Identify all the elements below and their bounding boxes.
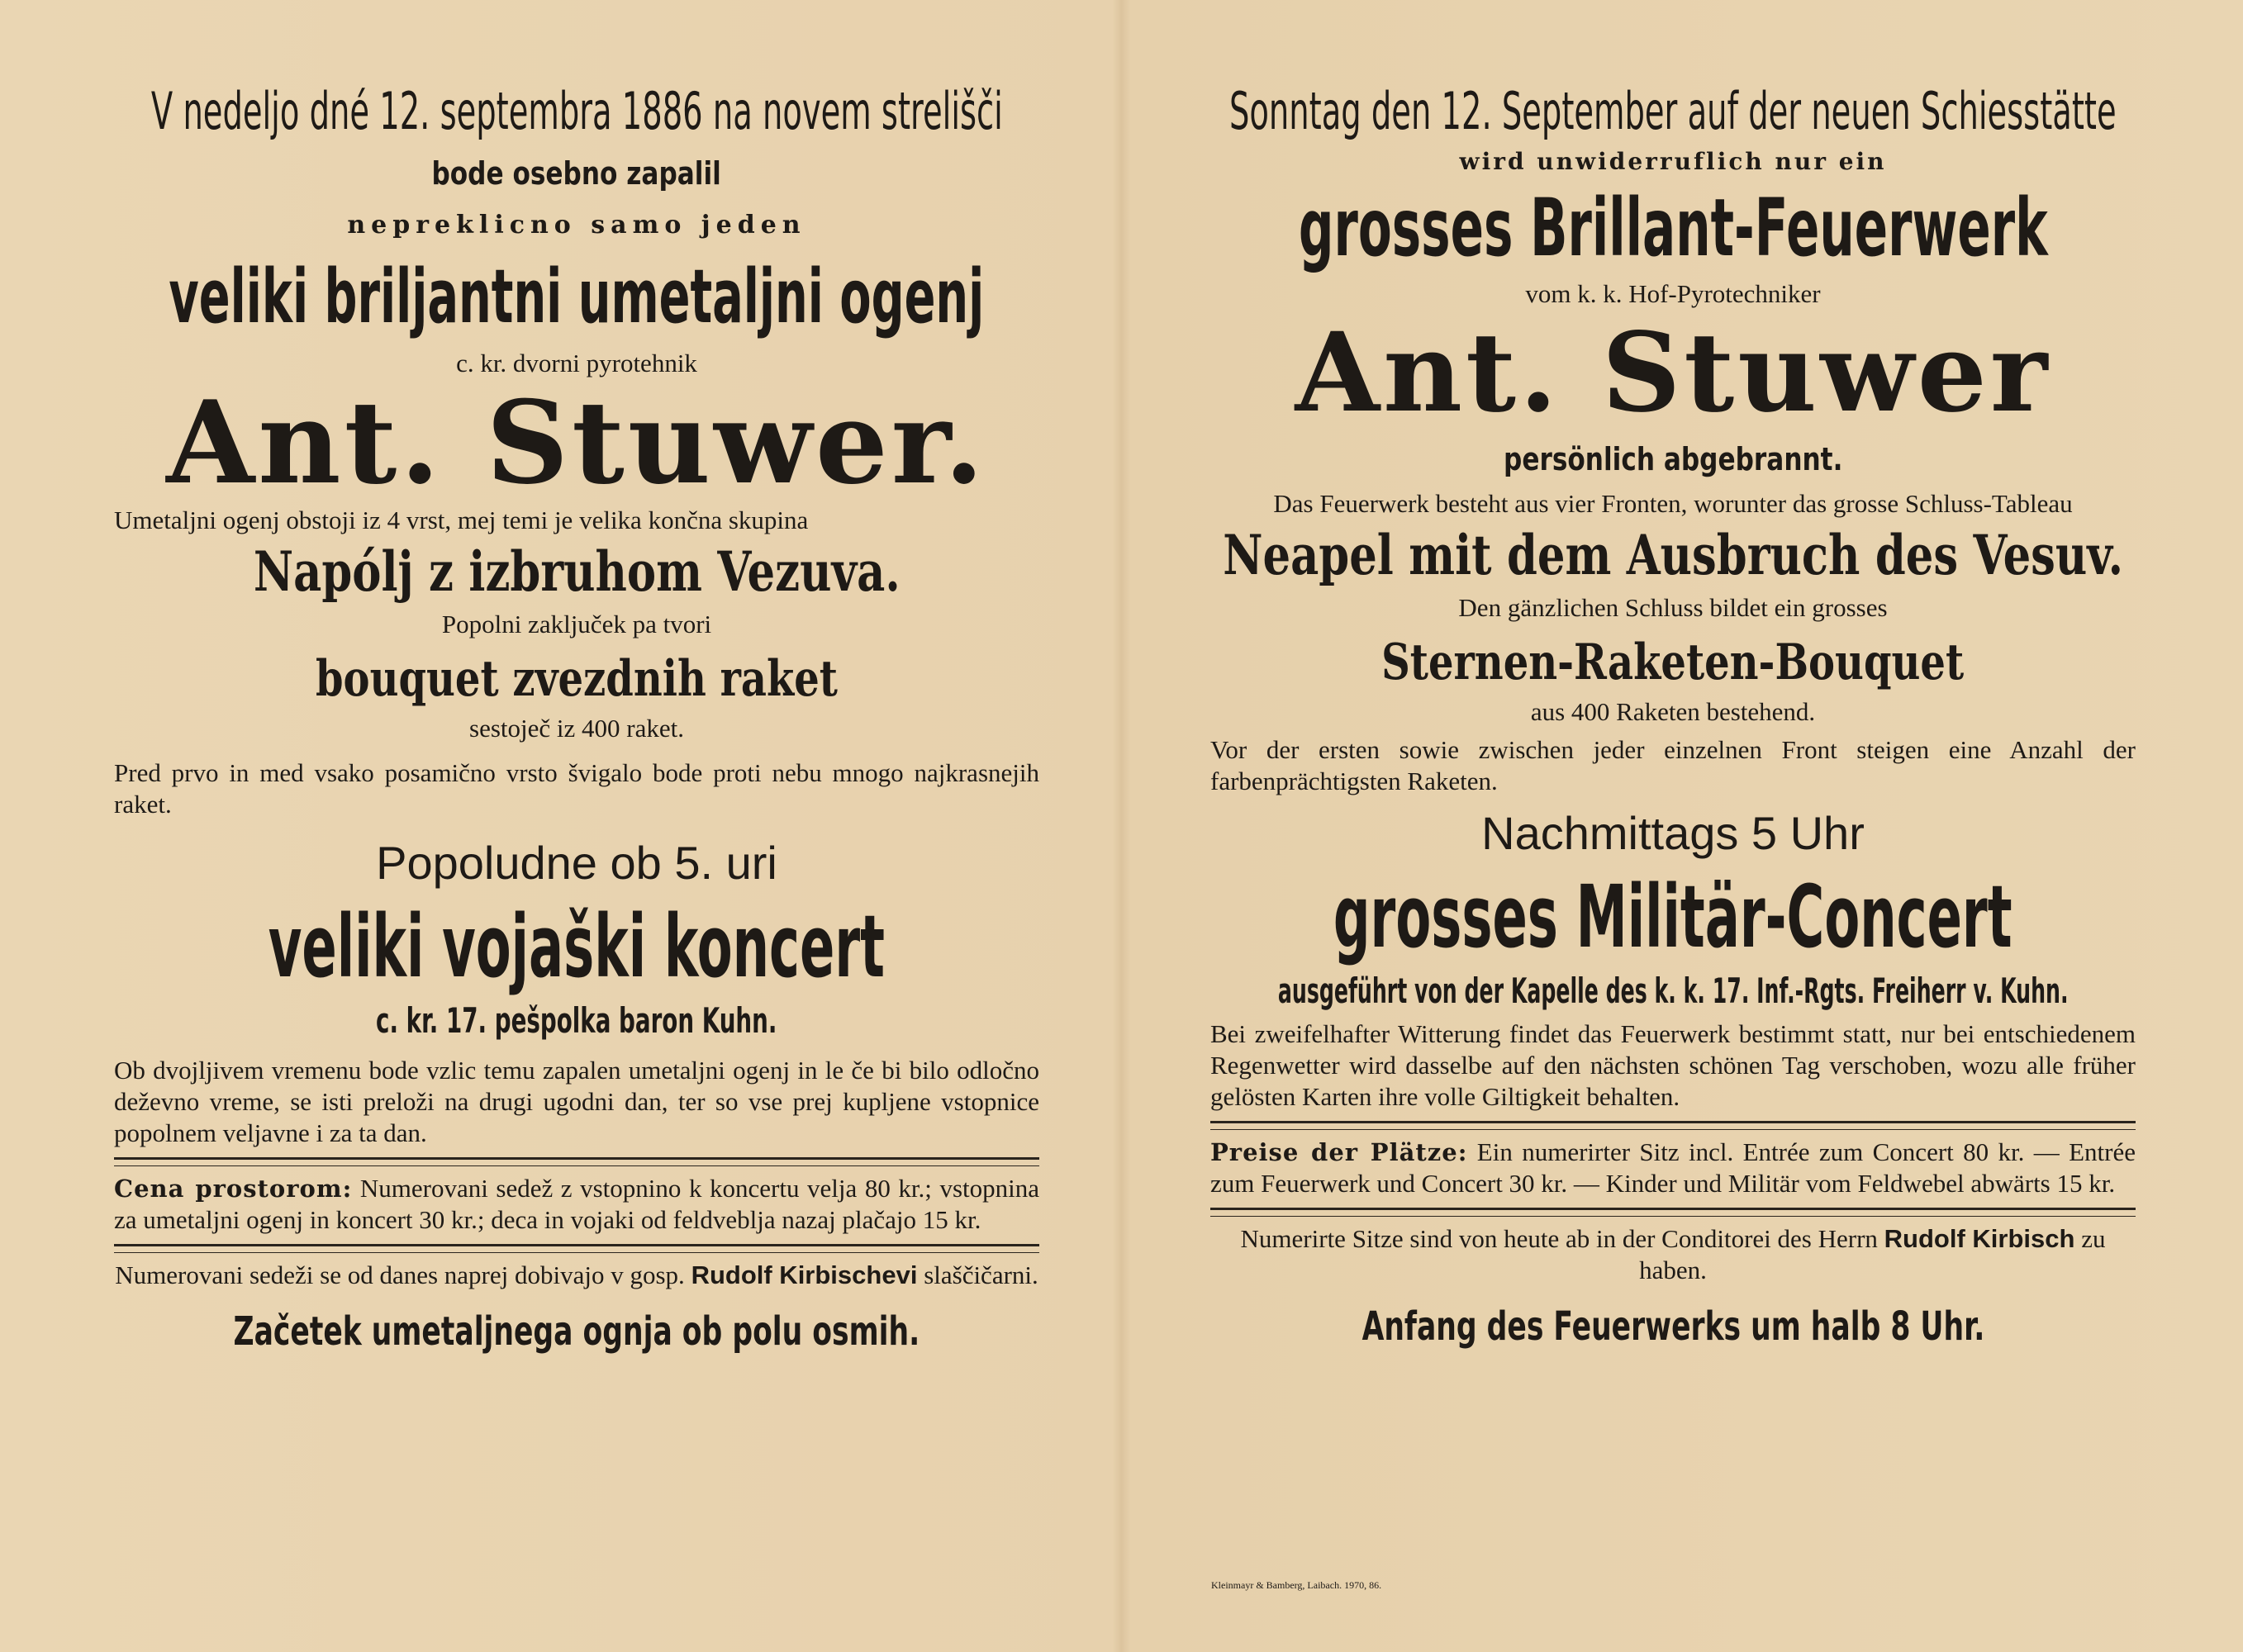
slovene-final-intro: Popolni zaključek pa tvori bbox=[441, 610, 712, 638]
slovene-price-text: Numerovani sedež z vstopnino k koncertu velja 80 kr.; vstopnina za umetaljni ogenj in koncert 30 kr.; deca in vojaki od feldveblja nazaj plačajo 15 kr. bbox=[114, 1174, 1039, 1234]
german-price bbox=[1210, 1137, 2136, 1199]
german-price-label: Preise der Plätze: bbox=[1210, 1138, 1468, 1166]
german-divider-2 bbox=[1210, 1208, 2136, 1217]
slovene-seats bbox=[114, 1260, 1039, 1291]
german-line2: wird unwiderruflich nur ein bbox=[1459, 148, 1887, 175]
german-name: Ant. Stuwer bbox=[1295, 309, 2051, 437]
german-seats-text: Numerirte Sitze sind von heute ab in der Conditorei des Herrn bbox=[1240, 1224, 1878, 1253]
slovene-description: Umetaljni ogenj obstoji iz 4 vrst, mej temi je velika končna skupina bbox=[114, 506, 809, 534]
slovene-seats-name: Rudolf Kirbischevi bbox=[691, 1260, 918, 1289]
slovene-seats-tail: slaščičarni. bbox=[924, 1260, 1038, 1289]
slovene-title: veliki briljantni umetaljni ogenj bbox=[169, 254, 985, 340]
german-final-intro: Den gänzlichen Schluss bildet ein grosses bbox=[1458, 593, 1888, 622]
slovene-line2: bode osebno zapalil bbox=[431, 155, 722, 192]
german-description: Das Feuerwerk besteht aus vier Fronten, worunter das grosse Schluss-Tableau bbox=[1273, 489, 2073, 518]
slovene-price-label: Cena prostorom: bbox=[114, 1175, 353, 1203]
slovene-regiment: c. kr. 17. pešpolka baron Kuhn. bbox=[376, 1000, 777, 1041]
german-finale: Neapel mit dem Ausbruch des Vesuv. bbox=[1223, 523, 2123, 587]
german-bouquet: Sternen-Raketen-Bouquet bbox=[1381, 634, 1965, 691]
german-start-time: Anfang des Feuerwerks um halb 8 Uhr. bbox=[1361, 1303, 1984, 1350]
printer-imprint: Kleinmayr & Bamberg, Laibach. 1970, 86. bbox=[1211, 1579, 1382, 1591]
german-concert: grosses Militär-Concert bbox=[1333, 866, 2013, 967]
german-price-text: Ein numerirter Sitz incl. Entrée zum Concert 80 kr. — Entrée zum Feuerwerk und Concert 30 kr. — Kinder und Militär vom Feldwebel abwärts 15 kr. bbox=[1210, 1137, 2136, 1198]
german-bouquet-sub: aus 400 Raketen bestehend. bbox=[1530, 697, 1816, 726]
slovene-court-title: c. kr. dvorni pyrotehnik bbox=[456, 349, 697, 377]
slovene-line3: nepreklicno samo jeden bbox=[347, 211, 806, 240]
slovene-finale: Napólj z izbruhom Vezuva. bbox=[253, 539, 901, 604]
german-title: grosses Brillant-Feuerwerk bbox=[1298, 182, 2048, 274]
slovene-divider-2 bbox=[114, 1244, 1039, 1253]
german-seats bbox=[1210, 1223, 2136, 1286]
slovene-weather: Ob dvojljivem vremenu bode vzlic temu zapalen umetaljni ogenj in le če bi bilo odločno deževno vreme, se isti preloži na drugi ugodni dan, ter so vse prej kupljene vstopnice popolnem veljavne i za ta dan. bbox=[114, 1056, 1039, 1147]
slovene-name: Ant. Stuwer. bbox=[166, 375, 987, 510]
german-weather: Bei zweifelhafter Witterung findet das Feuerwerk bestimmt statt, nur bei entschiedenem Regenwetter wird dasselbe auf den nächsten schönen Tag verschoben, wozu alle früher gelösten Karten ihre volle Giltigkeit behalten. bbox=[1210, 1019, 2136, 1111]
german-headline: Sonntag den 12. September auf der neuen Schiesstätte bbox=[1229, 81, 2117, 141]
slovene-headline: V nedeljo dné 12. septembra 1886 na novem strelišči bbox=[150, 81, 1003, 141]
slovene-seats-text: Numerovani sedeži se od danes naprej dobivajo v gosp. bbox=[115, 1260, 685, 1289]
slovene-divider-1 bbox=[114, 1157, 1039, 1166]
german-seats-name: Rudolf Kirbisch bbox=[1884, 1224, 2075, 1253]
slovene-afternoon: Popoludne ob 5. uri bbox=[376, 837, 777, 889]
german-divider-1 bbox=[1210, 1121, 2136, 1130]
german-regiment: ausgeführt von der Kapelle des k. k. 17. Inf.-Rgts. Freiherr v. Kuhn. bbox=[1277, 971, 2069, 1011]
slovene-column bbox=[114, 78, 1039, 1360]
german-afternoon: Nachmittags 5 Uhr bbox=[1481, 807, 1865, 859]
slovene-start-time: Začetek umetaljnega ognja ob polu osmih. bbox=[233, 1308, 920, 1355]
slovene-rockets-note: Pred prvo in med vsako posamično vrsto švigalo bode proti nebu mnogo najkrasnejih raket. bbox=[114, 758, 1039, 819]
german-burned: persönlich abgebrannt. bbox=[1503, 441, 1843, 477]
german-court-title: vom k. k. Hof-Pyrotechniker bbox=[1525, 279, 1821, 308]
german-seats-tail: zu haben. bbox=[1639, 1224, 2106, 1284]
german-rockets-note: Vor der ersten sowie zwischen jeder einzelnen Front steigen eine Anzahl der farbenprächtigsten Raketen. bbox=[1210, 735, 2136, 795]
german-column bbox=[1210, 78, 2136, 1355]
slovene-price bbox=[114, 1173, 1039, 1236]
slovene-bouquet: bouquet zvezdnih raket bbox=[316, 650, 838, 708]
slovene-bouquet-sub: sestoječ iz 400 raket. bbox=[469, 714, 684, 743]
slovene-concert: veliki vojaški koncert bbox=[268, 896, 886, 997]
